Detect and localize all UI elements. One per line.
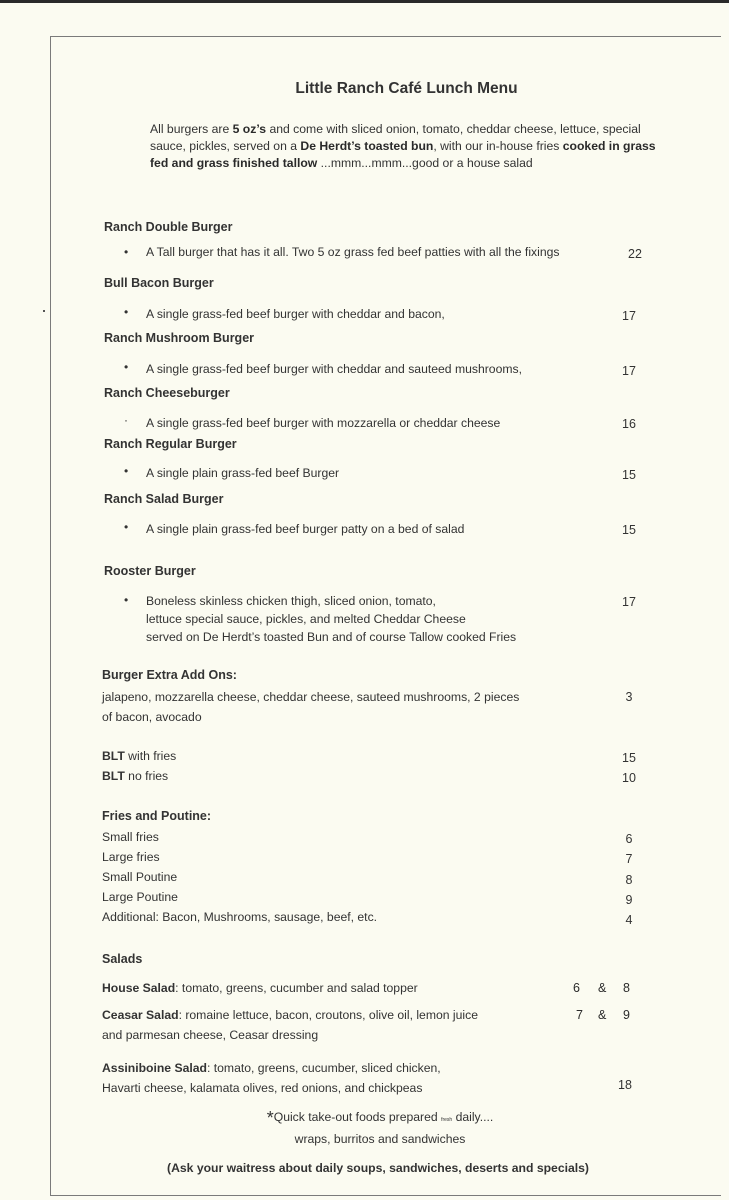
- burger-name: Ranch Salad Burger: [104, 492, 224, 506]
- fries-item: Large Poutine: [102, 890, 178, 904]
- blt-item: [102, 766, 168, 786]
- burger-description: A single grass-fed beef burger with mozzarella or cheddar cheese: [146, 416, 501, 430]
- blt-label: BLT: [102, 749, 125, 763]
- burger-name: Ranch Cheeseburger: [104, 386, 230, 400]
- fries-list: [102, 827, 377, 927]
- salads-heading: Salads: [102, 952, 143, 966]
- burger-description: A single plain grass-fed beef burger patty on a bed of salad: [146, 522, 465, 536]
- intro-bold: 5 oz’s: [232, 122, 267, 136]
- salad-description: : romaine lettuce, bacon, croutons, olive oil, lemon juice: [178, 1008, 478, 1022]
- addons-line: jalapeno, mozzarella cheese, cheddar cheese, sauteed mushrooms, 2 pieces: [102, 690, 520, 704]
- burger-name: Ranch Regular Burger: [104, 437, 237, 451]
- bullet: •: [124, 593, 129, 607]
- blt-label: BLT: [102, 769, 125, 783]
- rooster-line: Boneless skinless chicken thigh, sliced onion, tomato,: [146, 594, 436, 608]
- asterisk: *: [266, 1108, 274, 1128]
- top-border: [0, 0, 729, 3]
- burger-description: A single grass-fed beef burger with cheddar and bacon,: [146, 307, 445, 321]
- salad-name: Ceasar Salad: [102, 1008, 179, 1022]
- burger-price: 16: [622, 417, 636, 431]
- takeout-items: wraps, burritos and sandwiches: [294, 1132, 466, 1146]
- fries-item: Small Poutine: [102, 870, 178, 884]
- menu-title: Little Ranch Café Lunch Menu: [295, 80, 518, 97]
- burger-description: A Tall burger that has it all. Two 5 oz grass fed beef patties with all the fixings: [146, 245, 560, 259]
- addons-line: of bacon, avocado: [102, 710, 202, 724]
- ampersand: &: [598, 981, 607, 995]
- salad-description: and parmesan cheese, Ceasar dressing: [102, 1028, 319, 1042]
- waitress-note: (Ask your waitress about daily soups, sandwiches, deserts and specials): [167, 1161, 589, 1175]
- bullet: •: [124, 305, 129, 319]
- salad-price: 18: [618, 1078, 632, 1092]
- fries-heading: Fries and Poutine:: [102, 809, 212, 823]
- burger-name: Ranch Double Burger: [104, 220, 233, 234]
- burger-price: 15: [622, 468, 636, 482]
- salad-description: : tomato, greens, cucumber and salad topper: [175, 981, 418, 995]
- addons-heading: Burger Extra Add Ons:: [102, 668, 237, 682]
- burger-description: A single grass-fed beef burger with cheddar and sauteed mushrooms,: [146, 362, 522, 376]
- salad-price: 9: [623, 1008, 630, 1022]
- takeout-text: Quick take-out foods prepared: [273, 1110, 442, 1124]
- burger-price: 15: [622, 523, 636, 537]
- rooster-line: served on De Herdt’s toasted Bun and of course Tallow cooked Fries: [146, 630, 517, 644]
- burger-description: A single plain grass-fed beef Burger: [146, 466, 340, 480]
- scan-speck: [43, 310, 45, 312]
- bullet: •: [124, 245, 129, 259]
- intro-bold: De Herdt’s toasted bun: [300, 139, 434, 153]
- addons-price: 3: [625, 690, 633, 704]
- burger-name: Ranch Mushroom Burger: [104, 331, 255, 345]
- fries-price: 6: [625, 832, 633, 846]
- salad-description: : tomato, greens, cucumber, sliced chicken,: [206, 1061, 441, 1075]
- salad-name: House Salad: [102, 981, 176, 995]
- fresh-note: fresh: [441, 1117, 453, 1123]
- fries-price: 9: [625, 893, 633, 907]
- salad-price: 6: [573, 981, 580, 995]
- fries-price: 4: [625, 913, 633, 927]
- intro-bold: cooked in grass fed and grass finished tallow: [150, 139, 656, 170]
- rooster-line: lettuce special sauce, pickles, and melted Cheddar Cheese: [146, 612, 466, 626]
- bullet: •: [124, 520, 129, 534]
- ampersand: &: [598, 1008, 607, 1022]
- fries-item: Additional: Bacon, Mushrooms, sausage, beef, etc.: [102, 910, 378, 924]
- burger-price: 17: [622, 309, 636, 323]
- intro-text: ...mmm...mmm...good or a house salad: [317, 156, 533, 170]
- intro-text: , with our in-house fries: [433, 139, 563, 153]
- salad-name: Assiniboine Salad: [102, 1061, 207, 1075]
- fries-item: Large fries: [102, 850, 160, 864]
- salad-price: 7: [576, 1008, 583, 1022]
- house-salad: [102, 978, 418, 998]
- fries-price: 7: [625, 852, 633, 866]
- burger-name: Bull Bacon Burger: [104, 276, 214, 290]
- salad-price: 8: [623, 981, 630, 995]
- intro-text: and come with sliced onion, tomato, cheddar cheese, lettuce, special sauce, pickles, served on a: [150, 122, 641, 153]
- intro-text: All burgers are: [150, 122, 233, 136]
- blt-price: 10: [622, 771, 636, 785]
- intro-paragraph: [150, 121, 670, 172]
- assiniboine-salad: [102, 1058, 441, 1098]
- blt-detail: no fries: [124, 769, 169, 783]
- rooster-description: [146, 592, 516, 646]
- addons-list: [102, 687, 519, 727]
- salad-description: Havarti cheese, kalamata olives, red onions, and chickpeas: [102, 1081, 423, 1095]
- bullet: •: [124, 360, 129, 374]
- blt-item: [102, 746, 176, 766]
- burger-price: 17: [622, 364, 636, 378]
- fries-price: 8: [625, 873, 633, 887]
- ceasar-salad: [102, 1005, 478, 1045]
- blt-price: 15: [622, 751, 636, 765]
- bullet: •: [124, 464, 129, 478]
- burger-price: 22: [628, 247, 642, 261]
- rooster-price: 17: [622, 595, 636, 609]
- blt-detail: with fries: [124, 749, 177, 763]
- bullet: ·: [124, 413, 128, 427]
- rooster-burger-name: Rooster Burger: [104, 564, 196, 578]
- takeout-text: daily....: [452, 1110, 494, 1124]
- fries-item: Small fries: [102, 830, 159, 844]
- takeout-note: [0, 1108, 729, 1129]
